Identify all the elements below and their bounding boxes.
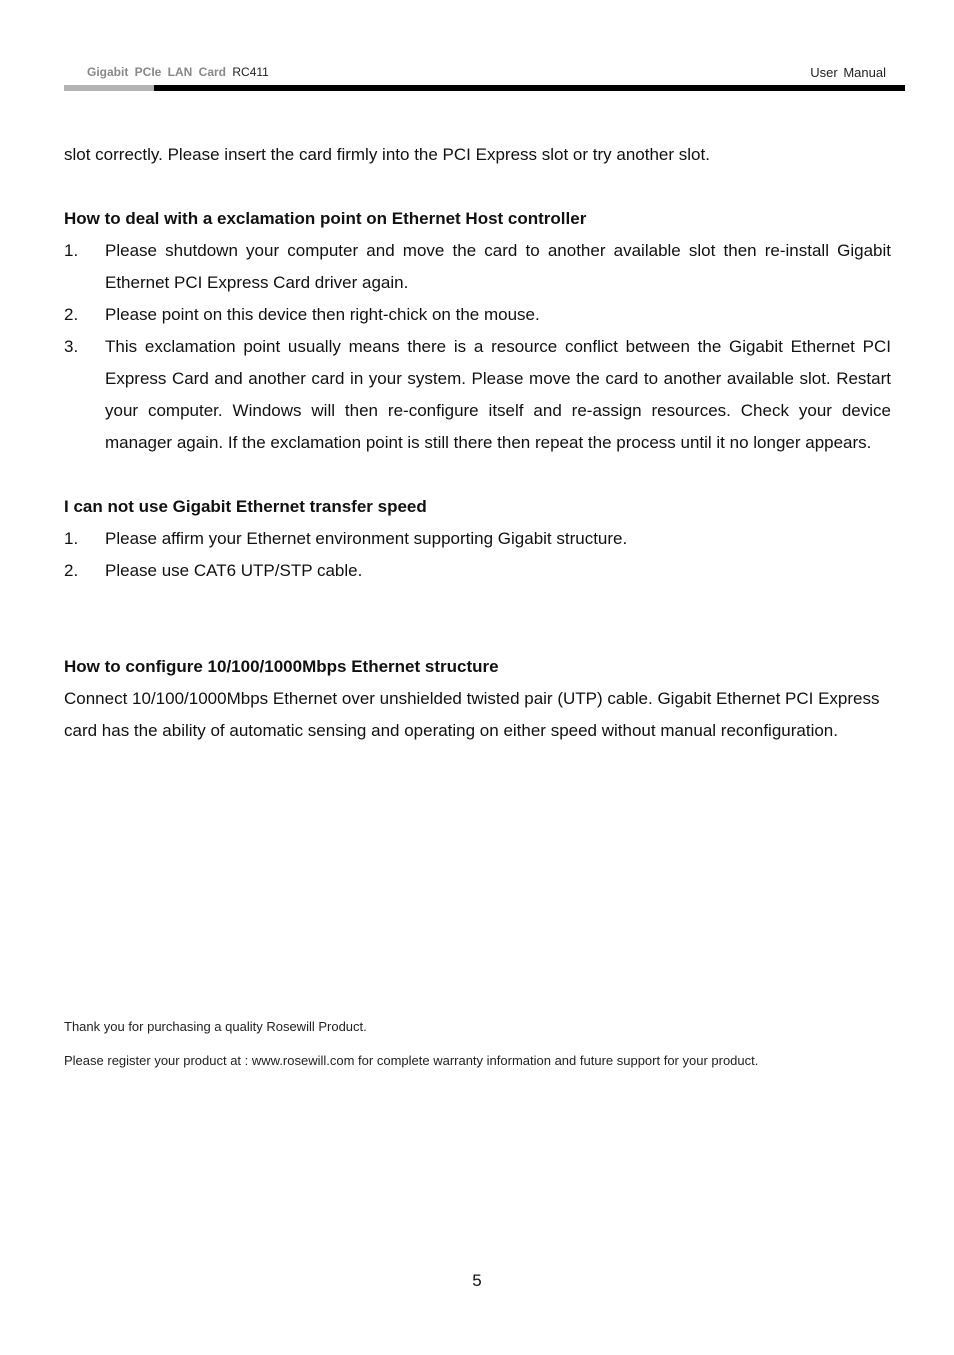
header-model: RC411 <box>232 65 269 79</box>
list-item-number: 1. <box>64 529 79 548</box>
list-item-number: 2. <box>64 305 79 324</box>
section-heading-configure: How to configure 10/100/1000Mbps Ethernet structure <box>64 657 499 676</box>
list-item <box>64 235 891 299</box>
list-item-number: 2. <box>64 561 79 580</box>
list-item <box>64 523 891 555</box>
header-product-name: Gigabit PCIe LAN Card <box>87 65 227 79</box>
list-item-text: This exclamation point usually means there is a resource conflict between the Gigabit Ethernet PCI Express Card and another card in your system. Please move the card to another available slot. Restart your computer. Windows will then re-configure itself and re-assign resources. Check your device manager again. If the exclamation point is still there then repeat the process until it no longer appears. <box>105 337 891 452</box>
spacer <box>64 587 891 651</box>
exclamation-steps-list <box>64 235 891 459</box>
header-rule-accent <box>64 85 154 91</box>
spacer <box>64 459 891 491</box>
list-item-number: 1. <box>64 241 79 260</box>
list-item <box>64 331 891 459</box>
intro-paragraph: slot correctly. Please insert the card firmly into the PCI Express slot or try another slot. <box>64 145 710 164</box>
section-heading-gigabit-speed: I can not use Gigabit Ethernet transfer speed <box>64 497 427 516</box>
page-header <box>0 0 954 100</box>
header-product-title <box>87 65 269 79</box>
header-doc-type: User Manual <box>810 65 886 80</box>
list-item-number: 3. <box>64 337 79 356</box>
thank-you-note: Thank you for purchasing a quality Rosewill Product. <box>64 1019 367 1034</box>
list-item-text: Please shutdown your computer and move the card to another available slot then re-install Gigabit Ethernet PCI Express Card driver again. <box>105 241 891 292</box>
spacer <box>64 171 891 203</box>
gigabit-speed-steps-list <box>64 523 891 587</box>
list-item-text: Please affirm your Ethernet environment supporting Gigabit structure. <box>105 529 628 548</box>
configure-paragraph: Connect 10/100/1000Mbps Ethernet over unshielded twisted pair (UTP) cable. Gigabit Ethernet PCI Express card has the ability of automatic sensing and operating on either speed without manual reconfiguration. <box>64 689 880 740</box>
footer-notes <box>64 1018 894 1070</box>
page-number: 5 <box>472 1271 482 1290</box>
list-item-text: Please use CAT6 UTP/STP cable. <box>105 561 363 580</box>
list-item-text: Please point on this device then right-chick on the mouse. <box>105 305 540 324</box>
section-heading-exclamation: How to deal with a exclamation point on Ethernet Host controller <box>64 209 587 228</box>
list-item <box>64 299 891 331</box>
register-note: Please register your product at : www.rosewill.com for complete warranty information and future support for your product. <box>64 1053 759 1068</box>
list-item <box>64 555 891 587</box>
main-content <box>64 139 891 747</box>
header-rule <box>154 85 905 91</box>
